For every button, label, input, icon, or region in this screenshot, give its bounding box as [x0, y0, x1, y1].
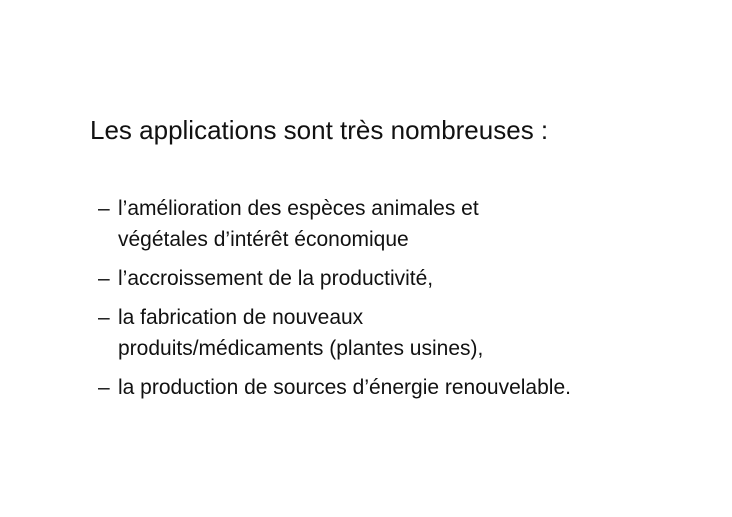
bullet-dash: –: [98, 306, 110, 329]
bullet-dash: –: [98, 197, 110, 220]
slide-heading: Les applications sont très nombreuses :: [90, 115, 549, 145]
bullet-line: l’accroissement de la productivité,: [118, 267, 434, 290]
bullet-item: [98, 263, 571, 294]
bullet-dash: –: [98, 376, 110, 399]
bullet-list: [98, 193, 571, 411]
bullet-line: produits/médicaments (plantes usines),: [118, 337, 484, 360]
bullet-dash: –: [98, 267, 110, 290]
bullet-item: [98, 193, 571, 255]
bullet-item: [98, 372, 571, 403]
bullet-line: la fabrication de nouveaux: [118, 306, 364, 329]
bullet-line: la production de sources d’énergie renouvelable.: [118, 376, 571, 399]
bullet-item: [98, 302, 571, 364]
bullet-line: l’amélioration des espèces animales et: [118, 197, 479, 220]
bullet-line: végétales d’intérêt économique: [118, 228, 409, 251]
